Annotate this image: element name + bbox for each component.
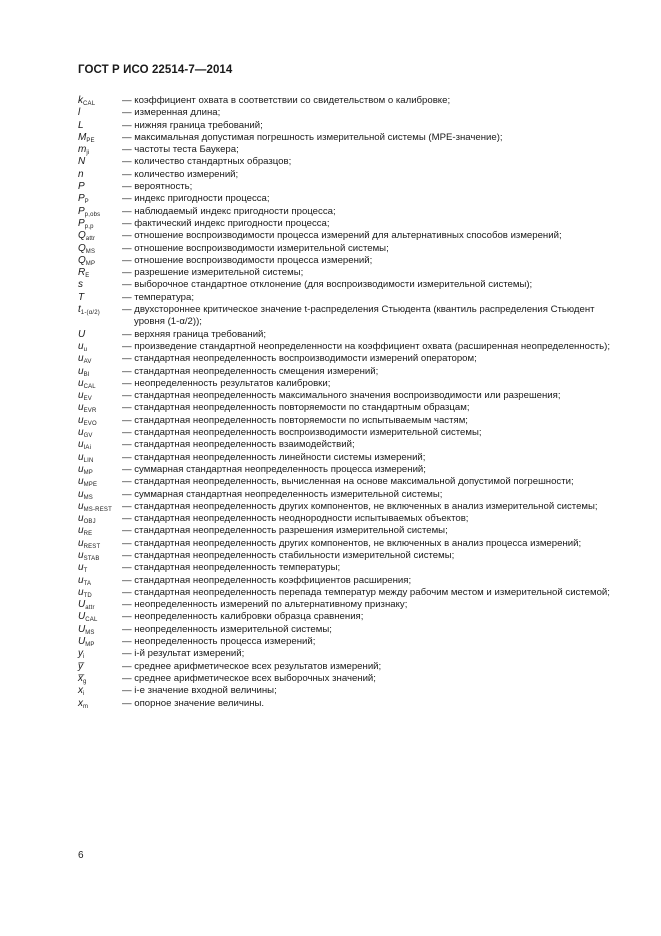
symbol-main: u bbox=[78, 476, 84, 488]
symbol-main: P bbox=[78, 217, 85, 229]
definition-text: — среднее арифметическое всех выборочных значений; bbox=[122, 672, 376, 684]
definition-item bbox=[78, 685, 623, 697]
page-number: 6 bbox=[78, 850, 84, 861]
definition-item bbox=[78, 599, 623, 611]
symbol-main: m bbox=[78, 144, 87, 156]
definition-item bbox=[78, 513, 623, 525]
symbol-main: k bbox=[78, 95, 83, 106]
definition-item bbox=[78, 415, 623, 427]
symbol-subscript: PE bbox=[86, 137, 95, 144]
symbol-main: U bbox=[78, 623, 86, 635]
definition-item bbox=[78, 575, 623, 587]
symbol bbox=[78, 279, 83, 291]
symbol-main: Q bbox=[78, 230, 86, 242]
symbol-main: u bbox=[78, 562, 84, 574]
symbol-main: s bbox=[78, 279, 83, 291]
symbol-main: x̅ bbox=[78, 672, 83, 684]
symbol bbox=[78, 304, 100, 319]
definition-item bbox=[78, 624, 623, 636]
definition-text: — суммарная стандартная неопределенность процесса измерений; bbox=[122, 463, 426, 475]
definition-item bbox=[78, 304, 623, 329]
definition-item bbox=[78, 390, 623, 402]
definition-item bbox=[78, 156, 623, 168]
definition-item bbox=[78, 366, 623, 378]
symbol-main: T bbox=[78, 291, 85, 303]
definition-text: — стандартная неопределенность других компонентов, не включенных в анализ процесса измерений; bbox=[122, 537, 582, 549]
symbol-main: L bbox=[78, 119, 84, 131]
symbol-subscript: GV bbox=[83, 433, 93, 440]
symbol-subscript: ji bbox=[86, 150, 90, 157]
symbol-main: P bbox=[78, 193, 85, 205]
definition-text: — отношение воспроизводимости процесса измерений для альтернативных способов измерений; bbox=[122, 230, 562, 242]
definition-text: — стандартная неопределенность воспроизводимости измерительной системы; bbox=[122, 427, 482, 439]
definition-text: — стандартная неопределенность максимального значения воспроизводимости или разрешения; bbox=[122, 390, 561, 402]
definition-item bbox=[78, 292, 623, 304]
definition-text: — неопределенность результатов калибровки; bbox=[122, 377, 331, 389]
symbol-subscript: CAL bbox=[85, 617, 98, 624]
definition-text: — температура; bbox=[122, 291, 194, 303]
symbol-subscript: EV bbox=[83, 396, 92, 403]
definition-text: — максимальная допустимая погрешность измерительной системы (МРЕ-значение); bbox=[122, 131, 503, 143]
definition-item bbox=[78, 673, 623, 685]
symbol-main: P bbox=[78, 205, 85, 217]
definition-text: — стандартная неопределенность взаимодействий; bbox=[122, 439, 355, 451]
symbol-subscript: P bbox=[84, 199, 89, 206]
symbol-main: n bbox=[78, 168, 84, 180]
definition-item bbox=[78, 255, 623, 267]
definition-text: — разрешение измерительной системы; bbox=[122, 267, 304, 279]
symbol-main: u bbox=[78, 365, 84, 377]
symbol bbox=[78, 698, 88, 713]
definition-text: — стандартная неопределенность воспроизводимости измерений оператором; bbox=[122, 353, 477, 365]
symbol-subscript: MP bbox=[83, 469, 93, 476]
symbol-subscript: i bbox=[83, 654, 85, 661]
definition-item bbox=[78, 661, 623, 673]
definition-text: — опорное значение величины. bbox=[122, 697, 265, 709]
symbol-main: U bbox=[78, 636, 86, 648]
definition-item bbox=[78, 120, 623, 132]
symbol-subscript: g bbox=[83, 678, 87, 685]
definition-item bbox=[78, 243, 623, 255]
symbol-main: y̅ bbox=[78, 660, 83, 672]
symbol-main: R bbox=[78, 267, 86, 279]
symbol-subscript: m bbox=[83, 703, 89, 710]
symbol-subscript: EVO bbox=[83, 420, 97, 427]
definition-item bbox=[78, 427, 623, 439]
symbol bbox=[78, 156, 85, 168]
definition-item bbox=[78, 439, 623, 451]
symbol-subscript: T bbox=[83, 568, 88, 575]
definition-item bbox=[78, 329, 623, 341]
definition-text: — стандартная неопределенность, вычисленная на основе максимальной допустимой погрешности; bbox=[122, 476, 574, 488]
definition-text: — среднее арифметическое всех результатов измерений; bbox=[122, 660, 382, 672]
symbol-main: u bbox=[78, 390, 84, 402]
symbol bbox=[78, 292, 84, 304]
definition-text: — количество измерений; bbox=[122, 168, 239, 180]
symbol-subscript: LIN bbox=[83, 457, 94, 464]
symbol-subscript: MPE bbox=[83, 482, 98, 489]
definition-text: — отношение воспроизводимости процесса измерений; bbox=[122, 254, 373, 266]
symbol-main: u bbox=[78, 353, 84, 365]
symbol-main: u bbox=[78, 549, 84, 561]
symbol-main: t bbox=[78, 304, 81, 316]
definition-item bbox=[78, 144, 623, 156]
symbol bbox=[78, 120, 84, 132]
definition-item bbox=[78, 489, 623, 501]
symbol bbox=[78, 169, 84, 181]
symbol bbox=[78, 329, 85, 341]
definition-item bbox=[78, 132, 623, 144]
symbol-main: u bbox=[78, 402, 84, 414]
definition-item bbox=[78, 341, 623, 353]
definition-item bbox=[78, 698, 623, 710]
definition-text: — стандартная неопределенность коэффициентов расширения; bbox=[122, 574, 412, 586]
definition-item bbox=[78, 230, 623, 242]
definition-text: — произведение стандартной неопределенности на коэффициент охвата (расширенная неопределенность); bbox=[122, 340, 611, 352]
symbol-main: u bbox=[78, 500, 84, 512]
definition-item bbox=[78, 648, 623, 660]
symbol-subscript: MS-REST bbox=[83, 506, 112, 513]
symbol-subscript: attr bbox=[85, 236, 96, 243]
symbol-subscript: AV bbox=[83, 359, 92, 366]
definition-text: — частоты теста Баукера; bbox=[122, 144, 239, 156]
symbol-main: y bbox=[78, 648, 83, 660]
symbol-subscript: OBJ bbox=[83, 519, 96, 526]
symbol-main: u bbox=[78, 488, 84, 500]
symbol-subscript: p,obs bbox=[84, 211, 101, 218]
definition-text: — индекс пригодности процесса; bbox=[122, 193, 270, 205]
definition-text: — количество стандартных образцов; bbox=[122, 156, 292, 168]
definition-item bbox=[78, 378, 623, 390]
definition-item bbox=[78, 206, 623, 218]
symbols-definitions-list bbox=[78, 95, 623, 710]
symbol-subscript: IAi bbox=[83, 445, 92, 452]
definition-item bbox=[78, 476, 623, 488]
symbol-main: U bbox=[78, 611, 86, 623]
symbol-main: P bbox=[78, 181, 85, 193]
definition-text: — стандартная неопределенность других компонентов, не включенных в анализ измерительной системы; bbox=[122, 500, 598, 512]
symbol-subscript: E bbox=[85, 273, 90, 280]
definition-text: — стандартная неопределенность смещения измерений; bbox=[122, 365, 379, 377]
definition-text: — стандартная неопределенность линейности системы измерений; bbox=[122, 451, 426, 463]
symbol-subscript: TD bbox=[83, 592, 92, 599]
symbol-subscript: CAL bbox=[83, 383, 96, 390]
definition-text: — отношение воспроизводимости измерительной системы; bbox=[122, 242, 389, 254]
symbol-main: u bbox=[78, 586, 84, 598]
definition-item bbox=[78, 193, 623, 205]
definition-item bbox=[78, 267, 623, 279]
definition-item bbox=[78, 218, 623, 230]
symbol-subscript: MS bbox=[85, 629, 95, 636]
symbol-main: Q bbox=[78, 242, 86, 254]
definition-item bbox=[78, 525, 623, 537]
symbol-main: u bbox=[78, 451, 84, 463]
symbol-main: u bbox=[78, 377, 84, 389]
definition-item bbox=[78, 538, 623, 550]
symbol-subscript: MP bbox=[85, 642, 95, 649]
symbol-subscript: STAB bbox=[83, 555, 100, 562]
symbol-subscript: MS bbox=[85, 248, 96, 255]
symbol bbox=[78, 181, 85, 193]
definition-text: — стандартная неопределенность стабильности измерительной системы; bbox=[122, 549, 455, 561]
symbol bbox=[78, 107, 80, 119]
definition-text: — верхняя граница требований; bbox=[122, 328, 267, 340]
definition-text: — измеренная длина; bbox=[122, 107, 221, 119]
symbol-main: u bbox=[78, 439, 84, 451]
symbol-main: M bbox=[78, 131, 87, 143]
definition-text: — неопределенность измерений по альтернативному признаку; bbox=[122, 599, 408, 611]
symbol-main: u bbox=[78, 537, 84, 549]
symbol-main: u bbox=[78, 463, 84, 475]
definition-item bbox=[78, 107, 623, 119]
definition-item bbox=[78, 501, 623, 513]
symbol-main: u bbox=[78, 513, 84, 525]
definition-text: — выборочное стандартное отклонение (для воспроизводимости измерительной системы); bbox=[122, 279, 533, 291]
definition-item bbox=[78, 181, 623, 193]
symbol-main: u bbox=[78, 525, 84, 537]
symbol-main: U bbox=[78, 599, 86, 611]
definition-item bbox=[78, 402, 623, 414]
definition-item bbox=[78, 550, 623, 562]
symbol-subscript: MP bbox=[85, 260, 96, 267]
definition-text: — i-е значение входной величины; bbox=[122, 685, 277, 697]
definition-text: — неопределенность измерительной системы; bbox=[122, 623, 332, 635]
definition-text: — i-й результат измерений; bbox=[122, 648, 245, 660]
definition-item bbox=[78, 562, 623, 574]
symbol bbox=[78, 661, 83, 673]
symbol-subscript: 1-(α/2) bbox=[80, 310, 100, 317]
definition-item bbox=[78, 452, 623, 464]
definition-text: — нижняя граница требований; bbox=[122, 119, 263, 131]
symbol-main: Q bbox=[78, 254, 86, 266]
symbol-main: l bbox=[78, 107, 81, 119]
definition-text: — фактический индекс пригодности процесса; bbox=[122, 217, 330, 229]
definition-text: — неопределенность калибровки образца сравнения; bbox=[122, 611, 364, 623]
symbol-subscript: MS bbox=[83, 494, 93, 501]
symbol-main: u bbox=[78, 427, 84, 439]
symbol-subscript: p,p bbox=[84, 223, 94, 230]
definition-item bbox=[78, 95, 623, 107]
symbol-main: u bbox=[78, 574, 84, 586]
definition-item bbox=[78, 353, 623, 365]
symbol-main: x bbox=[78, 685, 83, 697]
symbol-subscript: BI bbox=[83, 371, 90, 378]
definition-text: — стандартная неопределенность разрешения измерительной системы; bbox=[122, 525, 448, 537]
symbol-main: N bbox=[78, 156, 86, 168]
symbol-subscript: EVR bbox=[83, 408, 97, 415]
symbol-main: U bbox=[78, 328, 86, 340]
definition-item bbox=[78, 587, 623, 599]
symbol-main: u bbox=[78, 340, 84, 352]
definition-text: — стандартная неопределенность температуры; bbox=[122, 562, 341, 574]
symbol-subscript: REST bbox=[83, 543, 101, 550]
symbol-subscript: attr bbox=[85, 605, 95, 612]
definition-text: — наблюдаемый индекс пригодности процесса; bbox=[122, 205, 336, 217]
definition-text: — двухстороннее критическое значение t-распределения Стьюдента (квантиль распределения Стьюдент уровня (1-α/2)); bbox=[122, 304, 595, 328]
definition-text: — стандартная неопределенность повторяемости по стандартным образцам; bbox=[122, 402, 470, 414]
symbol-subscript: i bbox=[83, 691, 85, 698]
definition-item bbox=[78, 169, 623, 181]
definition-item bbox=[78, 279, 623, 291]
definition-text: — вероятность; bbox=[122, 181, 193, 193]
symbol-main: x bbox=[78, 697, 83, 709]
definition-text: — стандартная неопределенность неоднородности испытываемых объектов; bbox=[122, 513, 469, 525]
page-header-title: ГОСТ Р ИСО 22514-7—2014 bbox=[78, 64, 233, 76]
symbol-subscript: CAL bbox=[83, 101, 96, 107]
definition-text: — неопределенность процесса измерений; bbox=[122, 636, 316, 648]
definition-item bbox=[78, 636, 623, 648]
definition-item bbox=[78, 611, 623, 623]
definition-text: — суммарная стандартная неопределенность измерительной системы; bbox=[122, 488, 443, 500]
definition-text: — стандартная неопределенность перепада температур между рабочим местом и измерительной системой; bbox=[122, 586, 610, 598]
symbol-subscript: TA bbox=[83, 580, 92, 587]
definition-item bbox=[78, 464, 623, 476]
definition-text: — стандартная неопределенность повторяемости по испытываемым частям; bbox=[122, 414, 468, 426]
symbol-subscript: u bbox=[83, 346, 88, 353]
symbol-subscript: RE bbox=[83, 531, 93, 538]
definition-text: — коэффициент охвата в соответствии со свидетельством о калибровке; bbox=[122, 95, 451, 106]
symbol-main: u bbox=[78, 414, 84, 426]
